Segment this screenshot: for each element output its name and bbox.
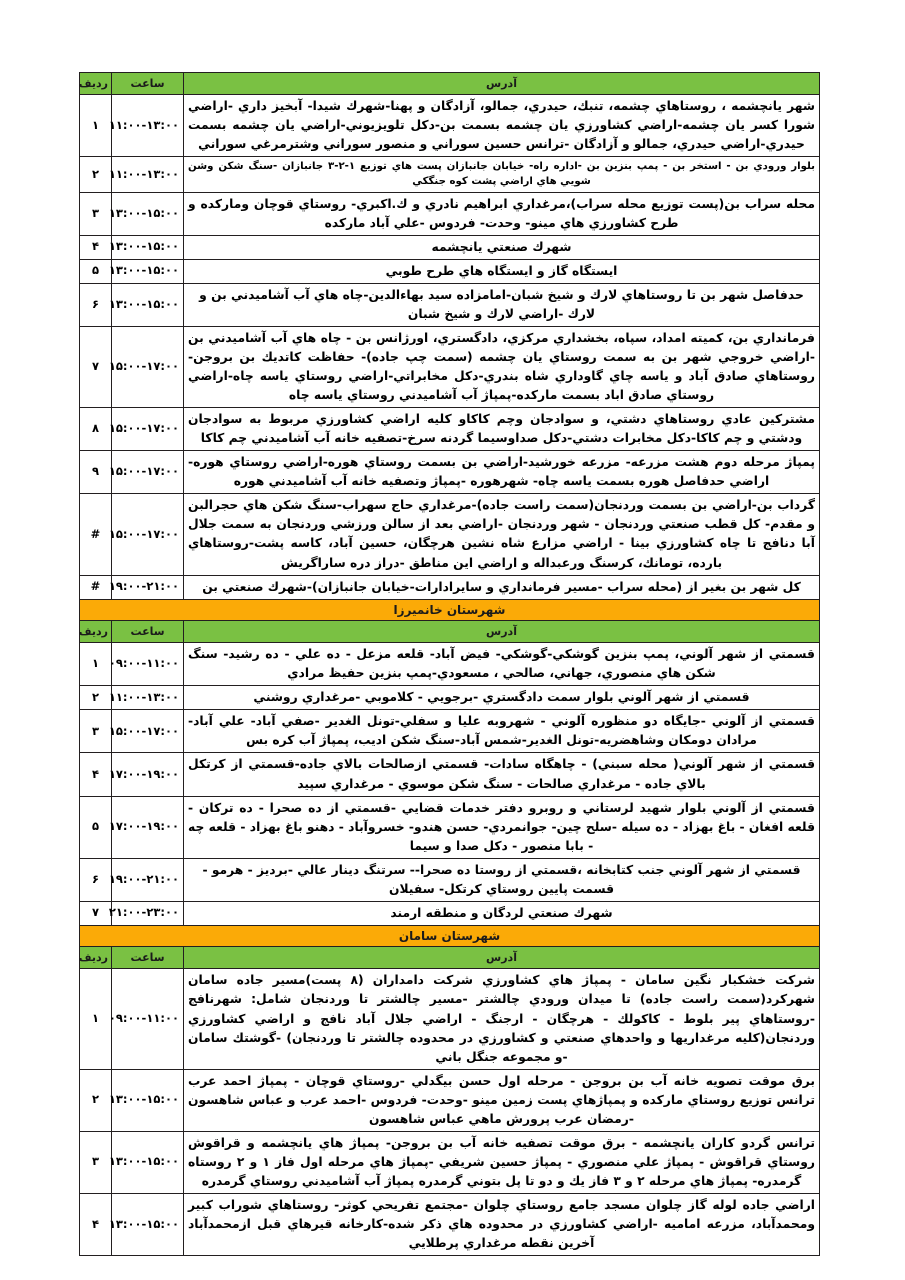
- table-row: [80, 753, 820, 796]
- table-row: [80, 1193, 820, 1255]
- cell-row-number: ۷: [80, 901, 112, 925]
- cell-address: مشتركين عادي روستاهاي دشتي، و سوادجان وچم كاكاو كليه اراضي كشاورزي مربوط به سوادجان ودشتي و چم كاكا-دكل مخابرات دشتي-دكل صداوسيما گردنه سرخ-تصفيه خانه آب آشاميدني چم كاكا: [184, 408, 820, 451]
- cell-time: ۱۷:۰۰-۱۹:۰۰: [112, 753, 184, 796]
- table-row: [80, 327, 820, 408]
- column-header-rownumber: ردیف: [80, 621, 112, 643]
- column-header-rownumber: ردیف: [80, 73, 112, 95]
- table-row: [80, 259, 820, 283]
- cell-address: بلوار ورودي بن - استخر بن - پمپ بنزين بن -اداره راه- خيابان جانبازان پست هاي توزيع ۱-۲-۳ جانبازان -سنگ شكن وشن شويي هاي اراضي پشت كوه جنگكي: [184, 157, 820, 193]
- cell-row-number: ۲: [80, 157, 112, 193]
- cell-time: ۱۳:۰۰-۱۵:۰۰: [112, 1131, 184, 1193]
- cell-address: ترانس گردو كاران يانچشمه - برق موقت تصفيه خانه آب بن بروجن- پمپاژ هاي يانچشمه و قراقوش روستاي قراقوش - پمپاژ علي منصوري - پمپاژ حسين شريفي -پمپاژ هاي مرحله اول فاز ۱ و ۲ روستاه گرمدره- پمپاژ هاي مرحله ۲ و ۳ فاز يك و دو تا پل بتوني گرمدره پمپاژ آب آشاميدني روستاي گرمدره: [184, 1131, 820, 1193]
- outage-table-container: [80, 72, 820, 1256]
- column-header-time: ساعت: [112, 947, 184, 969]
- cell-row-number: ۳: [80, 1131, 112, 1193]
- table-row: [80, 95, 820, 157]
- cell-row-number: ۶: [80, 858, 112, 901]
- cell-address: برق موقت تصويه خانه آب بن بروجن - مرحله اول حسن بيگدلي -روستاي قوچان - پمپاژ احمد عرب ترانس توزيع روستاي ماركده و پمپاژهاي پست زمين مينو -وحدت- فردوس -احمد عرب و عباس شاهسون -رمضان عرب پرورش ماهي عباس شاهسون: [184, 1069, 820, 1131]
- column-header-time: ساعت: [112, 73, 184, 95]
- cell-address: قسمتي از آلوني بلوار شهيد لرستاني و روبرو دفتر خدمات قضايي -قسمتي از ده صحرا - ده تركان - قلعه افغان - باغ بهزاد - ده سيله -سلح چين- جوانمردي- حسن هندو- خسروآباد - دهنو باغ بهزاد - قلعه چه - بابا منصور - دكل صدا و سيما: [184, 796, 820, 858]
- cell-row-number: ۲: [80, 1069, 112, 1131]
- section-title: شهرستان خانميرزا: [80, 599, 820, 621]
- cell-address: كل شهر بن بغير از (محله سراب -مسير فرمانداري و سايرادارات-خيابان جانبازان)-شهرك صنعتي بن: [184, 575, 820, 599]
- outage-schedule-table: [79, 72, 820, 1256]
- cell-address: شهرك صنعتي يانچشمه: [184, 235, 820, 259]
- cell-time: ۱۵:۰۰-۱۷:۰۰: [112, 327, 184, 408]
- column-header-row: [80, 73, 820, 95]
- cell-time: ۲۱:۰۰-۲۳:۰۰: [112, 901, 184, 925]
- table-row: [80, 901, 820, 925]
- column-header-row: [80, 947, 820, 969]
- cell-address: پمپاژ مرحله دوم هشت مزرعه- مزرعه خورشيد-اراضي بن بسمت روستاي هوره-اراضي روستاي هوره-اراضي حدفاصل هوره بسمت ياسه چاه- شهرهوره -پمپاژ وتصفيه خانه آب آشاميدني هوره: [184, 451, 820, 494]
- column-header-address: آدرس: [184, 73, 820, 95]
- table-row: [80, 1131, 820, 1193]
- section-header-row: [80, 925, 820, 947]
- table-row: [80, 710, 820, 753]
- cell-address: فرمانداري بن، كميته امداد، سپاه، بخشداري مركزي، دادگستري، اورژانس بن - چاه هاي آب آشاميدني بن -اراضي خروجي شهر بن به سمت روستاي يان چشمه (سمت چپ جاده)- حفاظت كاتديك بن بروجن-روستاهاي صادق آباد و ياسه چاي گاوداري شاه بندري-دكل مخابراتي-اراضي روستاي ياسه چاه-اراضي روستاي صادق اباد بسمت ماركده-پمپاژ آب آشاميدني روستاي ياسه چاه: [184, 327, 820, 408]
- cell-address: قسمتي از شهر آلوني بلوار سمت دادگستري -برجويي - كلاموبي -مرغداري روشني: [184, 686, 820, 710]
- table-row: [80, 858, 820, 901]
- cell-row-number: ۱: [80, 95, 112, 157]
- cell-time: ۱۳:۰۰-۱۵:۰۰: [112, 283, 184, 326]
- table-row: [80, 494, 820, 575]
- cell-time: ۱۳:۰۰-۱۵:۰۰: [112, 192, 184, 235]
- table-row: [80, 283, 820, 326]
- cell-time: ۰۹:۰۰-۱۱:۰۰: [112, 643, 184, 686]
- cell-row-number: ۵: [80, 796, 112, 858]
- table-row: [80, 643, 820, 686]
- column-header-rownumber: ردیف: [80, 947, 112, 969]
- table-row: [80, 235, 820, 259]
- cell-address: قسمتي از شهر آلوني( محله سبني) - چاهگاه سادات- قسمتي ازصالحات بالاي جاده-قسمتي از كرتكل بالاي جاده - مرغداري صالحات - سنگ شكن موسوي - مرغداري سپيد: [184, 753, 820, 796]
- cell-address: شهرك صنعتي لردگان و منطقه ارمند: [184, 901, 820, 925]
- cell-time: ۱۳:۰۰-۱۵:۰۰: [112, 1069, 184, 1131]
- column-header-address: آدرس: [184, 947, 820, 969]
- cell-time: ۱۱:۰۰-۱۳:۰۰: [112, 95, 184, 157]
- table-row: [80, 686, 820, 710]
- cell-row-number: ۲: [80, 686, 112, 710]
- cell-address: قسمتي از شهر آلوني، پمپ بنزين گوشكي-گوشكي- فيض آباد- قلعه مزعل - ده علي - ده رشيد- سنگ شكن هاي منصوري، جهاني، صالحي ، مسعودي-پمپ بنزين حفيظ مرادي: [184, 643, 820, 686]
- cell-time: ۱۹:۰۰-۲۱:۰۰: [112, 858, 184, 901]
- table-row: [80, 1069, 820, 1131]
- cell-row-number: ۸: [80, 408, 112, 451]
- cell-time: ۱۳:۰۰-۱۵:۰۰: [112, 235, 184, 259]
- section-header-row: [80, 599, 820, 621]
- cell-address: شهر يانچشمه ، روستاهاي چشمه، تنبك، حيدري، جمالو، آزادگان و پهنا-شهرك شيدا- آبخيز داري -اراضي شورا كسر يان چشمه-اراضي كشاورزي يان چشمه بسمت بن-دكل تلويزيوني-اراضي يان چشمه بسمت حيدري-اراضي حيدري، جمالو و آزادگان -ترانس حسين سوراني و منصور سوراني وشترمرغي سوراني: [184, 95, 820, 157]
- cell-time: ۱۱:۰۰-۱۳:۰۰: [112, 157, 184, 193]
- cell-row-number: ۵: [80, 259, 112, 283]
- table-row: [80, 969, 820, 1069]
- cell-address: ايستگاه گاز و ايستگاه هاي طرح طوبي: [184, 259, 820, 283]
- table-row: [80, 192, 820, 235]
- cell-time: ۱۱:۰۰-۱۳:۰۰: [112, 686, 184, 710]
- cell-row-number: ۴: [80, 753, 112, 796]
- cell-row-number: ۷: [80, 327, 112, 408]
- cell-address: محله سراب بن(پست توزيع محله سراب)،مرغداري ابراهيم نادري و ك.اكبري- روستاي قوچان وماركده و طرح كشاورزي هاي مينو- وحدت- فردوس -علي آباد ماركده: [184, 192, 820, 235]
- section-title: شهرستان سامان: [80, 925, 820, 947]
- table-row: [80, 796, 820, 858]
- cell-address: اراضي جاده لوله گاز چلوان مسجد جامع روستاي چلوان -مجتمع تفريحي كوثر- روستاهاي شوراب كبير ومحمدآباد، مزرعه اماميه -اراضي كشاورزي در محدوده هاي ذكر شده-كارخانه قيرهاي قبل ازمحمدآباد آخرين نقطه مرغداري پرطلايي: [184, 1193, 820, 1255]
- cell-time: ۱۳:۰۰-۱۵:۰۰: [112, 1193, 184, 1255]
- cell-address: حدفاصل شهر بن تا روستاهاي لارك و شيخ شبان-امامزاده سيد بهاءالدين-چاه هاي آب آشاميدني بن و لارك -اراضي لارك و شيخ شبان: [184, 283, 820, 326]
- table-row: [80, 451, 820, 494]
- cell-time: ۱۵:۰۰-۱۷:۰۰: [112, 451, 184, 494]
- cell-row-number: ۱: [80, 643, 112, 686]
- table-row: [80, 408, 820, 451]
- cell-time: ۱۵:۰۰-۱۷:۰۰: [112, 408, 184, 451]
- cell-time: ۱۳:۰۰-۱۵:۰۰: [112, 259, 184, 283]
- column-header-time: ساعت: [112, 621, 184, 643]
- cell-row-number: ۶: [80, 283, 112, 326]
- cell-row-number: #: [80, 494, 112, 575]
- cell-row-number: ۱: [80, 969, 112, 1069]
- column-header-row: [80, 621, 820, 643]
- cell-time: ۱۵:۰۰-۱۷:۰۰: [112, 494, 184, 575]
- cell-address: قسمتي از شهر آلوني جنب كتابخانه ،قسمتي از روستا ده صحرا-- سرتنگ دينار عالي -برديز - هرمو - قسمت پايين روستاي كرتكل- سفيلان: [184, 858, 820, 901]
- cell-address: قسمتي از آلوني -جايگاه دو منظوره آلوني - شهروبه عليا و سفلي-تونل الغدير -صفي آباد- علي آباد-مرادان دومكان وشاهضريه-تونل الغدير-شمس آباد-سنگ شكن اديب، پمپاژ آب كره بس: [184, 710, 820, 753]
- cell-row-number: ۳: [80, 710, 112, 753]
- cell-row-number: ۴: [80, 1193, 112, 1255]
- cell-row-number: #: [80, 575, 112, 599]
- table-row: [80, 157, 820, 193]
- cell-row-number: ۴: [80, 235, 112, 259]
- cell-address: گرداب بن-اراضي بن بسمت وردنجان(سمت راست جاده)-مرغداري حاج سهراب-سنگ شكن هاي حجرالبن و مقدم- كل قطب صنعتي وردنجان - شهر وردنجان -اراضي بعد از سالن ورزشي وردنجان به سمت جلال آبا دنافج تا چاه كشاورزي بينا - اراضي مزارع شاه نشين هرچگان، حسين آباد، كاسه پشت-روستاهاي بارده، تومانك، كرسنگ ورعبداله و اراضي اين مناطق -دراز دره ساراگريش: [184, 494, 820, 575]
- table-row: [80, 575, 820, 599]
- cell-address: شركت خشكبار نگين سامان - پمپاژ هاي كشاورزي شركت دامداران (۸ پست)مسير جاده سامان شهركرد(سمت راست جاده) تا ميدان ورودي چالشتر -مسير چالشتر تا وردنجان شامل: شهرنافج -روستاهاي پير بلوط - كاكولك - هرچگان - ارجنگ - اراضي جلال آباد نافج و اراضي كشاورزي وردنجان(كليه مرغداريها و واحدهاي صنعتي و كشاورزي در محدوده چالشتر تا وردنجان) -گوشتك سامان -و مجموعه جنگل باني: [184, 969, 820, 1069]
- cell-row-number: ۹: [80, 451, 112, 494]
- cell-row-number: ۳: [80, 192, 112, 235]
- column-header-address: آدرس: [184, 621, 820, 643]
- cell-time: ۱۷:۰۰-۱۹:۰۰: [112, 796, 184, 858]
- cell-time: ۱۵:۰۰-۱۷:۰۰: [112, 710, 184, 753]
- cell-time: ۱۹:۰۰-۲۱:۰۰: [112, 575, 184, 599]
- cell-time: ۰۹:۰۰-۱۱:۰۰: [112, 969, 184, 1069]
